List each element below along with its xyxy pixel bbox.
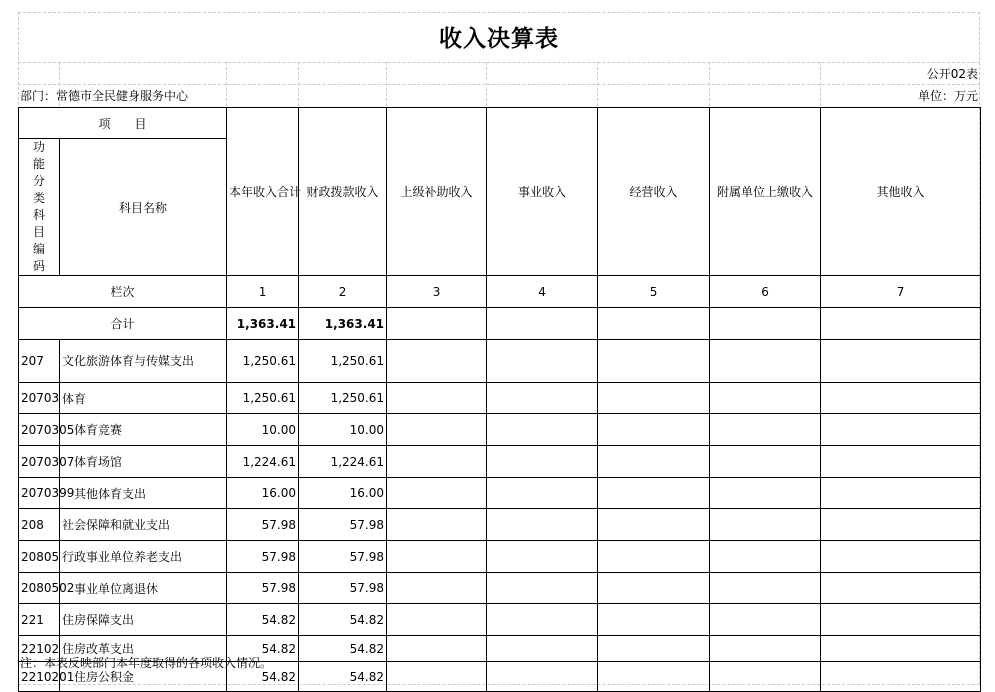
empty-cell [387, 662, 487, 692]
col-number: 6 [710, 276, 821, 308]
footnote: 注：本表反映部门本年度取得的各项收入情况。 [20, 656, 273, 670]
income-table [18, 107, 981, 692]
report-title: 收入决算表 [439, 25, 559, 52]
empty-cell [487, 662, 598, 692]
empty-cell [821, 636, 981, 662]
empty-cell [598, 414, 710, 446]
empty-cell [387, 414, 487, 446]
income-cell: 10.00 [227, 414, 299, 446]
department-label: 部门：常德市全民健身服务中心 [20, 89, 189, 103]
col-header-affiliated: 附属单位上缴收入 [710, 108, 821, 276]
empty-cell [821, 541, 981, 573]
name-cell: 体育场馆 [60, 446, 227, 478]
col-number: 5 [598, 276, 710, 308]
income-cell: 54.82 [227, 636, 299, 662]
total-income-cell: 1,363.41 [227, 308, 299, 340]
empty-cell [598, 573, 710, 604]
fiscal-cell: 54.82 [299, 604, 387, 636]
empty-cell [598, 308, 710, 340]
empty-cell [487, 308, 598, 340]
code-cell: 2210201 [19, 662, 60, 692]
form-number: 公开02表 [926, 67, 978, 81]
empty-cell [487, 509, 598, 541]
col-header-business: 事业收入 [487, 108, 598, 276]
fiscal-cell: 54.82 [299, 636, 387, 662]
grid-line [18, 12, 980, 13]
empty-cell [710, 541, 821, 573]
empty-cell [821, 446, 981, 478]
col-header-operation: 经营收入 [598, 108, 710, 276]
code-cell: 2070305 [19, 414, 60, 446]
empty-cell [387, 604, 487, 636]
income-cell: 54.82 [227, 662, 299, 692]
empty-cell [387, 478, 487, 509]
subject-name-header: 科目名称 [60, 139, 227, 276]
grid-line [18, 84, 980, 85]
name-cell: 住房改革支出 [60, 636, 227, 662]
name-cell: 其他体育支出 [60, 478, 227, 509]
empty-cell [387, 340, 487, 383]
income-cell: 16.00 [227, 478, 299, 509]
table-row [19, 414, 981, 446]
fiscal-cell: 54.82 [299, 662, 387, 692]
col-number: 4 [487, 276, 598, 308]
empty-cell [598, 383, 710, 414]
code-cell: 221 [19, 604, 60, 636]
empty-cell [821, 383, 981, 414]
table-row [19, 340, 981, 383]
total-fiscal-cell: 1,363.41 [299, 308, 387, 340]
table-row [19, 573, 981, 604]
empty-cell [598, 541, 710, 573]
empty-cell [387, 446, 487, 478]
code-cell: 207 [19, 340, 60, 383]
empty-cell [487, 636, 598, 662]
code-cell: 2070399 [19, 478, 60, 509]
fiscal-cell: 16.00 [299, 478, 387, 509]
col-number: 3 [387, 276, 487, 308]
code-cell: 208 [19, 509, 60, 541]
col-header-total: 本年收入合计 [227, 108, 299, 276]
name-cell: 住房保障支出 [60, 604, 227, 636]
col-header-fiscal: 财政拨款收入 [299, 108, 387, 276]
empty-cell [487, 383, 598, 414]
name-cell: 住房公积金 [60, 662, 227, 692]
col-number: 2 [299, 276, 387, 308]
fiscal-cell: 1,250.61 [299, 340, 387, 383]
table-row [19, 478, 981, 509]
func-code-header: 功能分类科目编码 [19, 139, 60, 276]
empty-cell [710, 509, 821, 541]
name-cell: 体育竞赛 [60, 414, 227, 446]
grid-line [18, 62, 980, 63]
empty-cell [821, 662, 981, 692]
fiscal-cell: 57.98 [299, 509, 387, 541]
empty-cell [387, 383, 487, 414]
income-cell: 57.98 [227, 509, 299, 541]
empty-cell [598, 604, 710, 636]
empty-cell [598, 509, 710, 541]
empty-cell [710, 636, 821, 662]
empty-cell [821, 308, 981, 340]
empty-cell [821, 340, 981, 383]
empty-cell [821, 414, 981, 446]
col-header-superior-subsidy: 上级补助收入 [387, 108, 487, 276]
empty-cell [387, 509, 487, 541]
empty-cell [387, 636, 487, 662]
income-cell: 57.98 [227, 573, 299, 604]
empty-cell [487, 541, 598, 573]
table-row [19, 541, 981, 573]
table-row [19, 383, 981, 414]
column-index-row [19, 276, 981, 308]
empty-cell [821, 573, 981, 604]
col-number: 7 [821, 276, 981, 308]
income-cell: 57.98 [227, 541, 299, 573]
empty-cell [821, 509, 981, 541]
empty-cell [387, 308, 487, 340]
income-cell: 54.82 [227, 604, 299, 636]
empty-cell [598, 446, 710, 478]
table-row [19, 446, 981, 478]
empty-cell [487, 478, 598, 509]
empty-cell [710, 340, 821, 383]
row-index-label: 栏次 [19, 276, 227, 308]
empty-cell [487, 446, 598, 478]
empty-cell [821, 478, 981, 509]
empty-cell [487, 414, 598, 446]
empty-cell [598, 636, 710, 662]
empty-cell [821, 604, 981, 636]
fiscal-cell: 10.00 [299, 414, 387, 446]
table-row [19, 509, 981, 541]
income-cell: 1,250.61 [227, 340, 299, 383]
empty-cell [710, 414, 821, 446]
empty-cell [710, 446, 821, 478]
income-cell: 1,250.61 [227, 383, 299, 414]
code-cell: 20805 [19, 541, 60, 573]
empty-cell [710, 308, 821, 340]
item-header: 项 目 [19, 108, 227, 139]
empty-cell [387, 541, 487, 573]
name-cell: 行政事业单位养老支出 [60, 541, 227, 573]
empty-cell [710, 662, 821, 692]
income-cell: 1,224.61 [227, 446, 299, 478]
empty-cell [710, 383, 821, 414]
empty-cell [598, 340, 710, 383]
name-cell: 社会保障和就业支出 [60, 509, 227, 541]
empty-cell [710, 478, 821, 509]
header-row [19, 108, 981, 139]
empty-cell [487, 340, 598, 383]
code-cell: 20703 [19, 383, 60, 414]
total-row [19, 308, 981, 340]
empty-cell [387, 573, 487, 604]
fiscal-cell: 1,250.61 [299, 383, 387, 414]
col-number: 1 [227, 276, 299, 308]
empty-cell [487, 573, 598, 604]
code-cell: 2070307 [19, 446, 60, 478]
fiscal-cell: 57.98 [299, 541, 387, 573]
total-label: 合计 [19, 308, 227, 340]
empty-cell [487, 604, 598, 636]
unit-label: 单位：万元 [917, 89, 978, 103]
code-cell: 22102 [19, 636, 60, 662]
fiscal-cell: 57.98 [299, 573, 387, 604]
empty-cell [598, 478, 710, 509]
name-cell: 事业单位离退休 [60, 573, 227, 604]
empty-cell [710, 573, 821, 604]
col-header-other: 其他收入 [821, 108, 981, 276]
empty-cell [598, 662, 710, 692]
name-cell: 文化旅游体育与传媒支出 [60, 340, 227, 383]
name-cell: 体育 [60, 383, 227, 414]
table-row [19, 604, 981, 636]
code-cell: 2080502 [19, 573, 60, 604]
empty-cell [710, 604, 821, 636]
fiscal-cell: 1,224.61 [299, 446, 387, 478]
